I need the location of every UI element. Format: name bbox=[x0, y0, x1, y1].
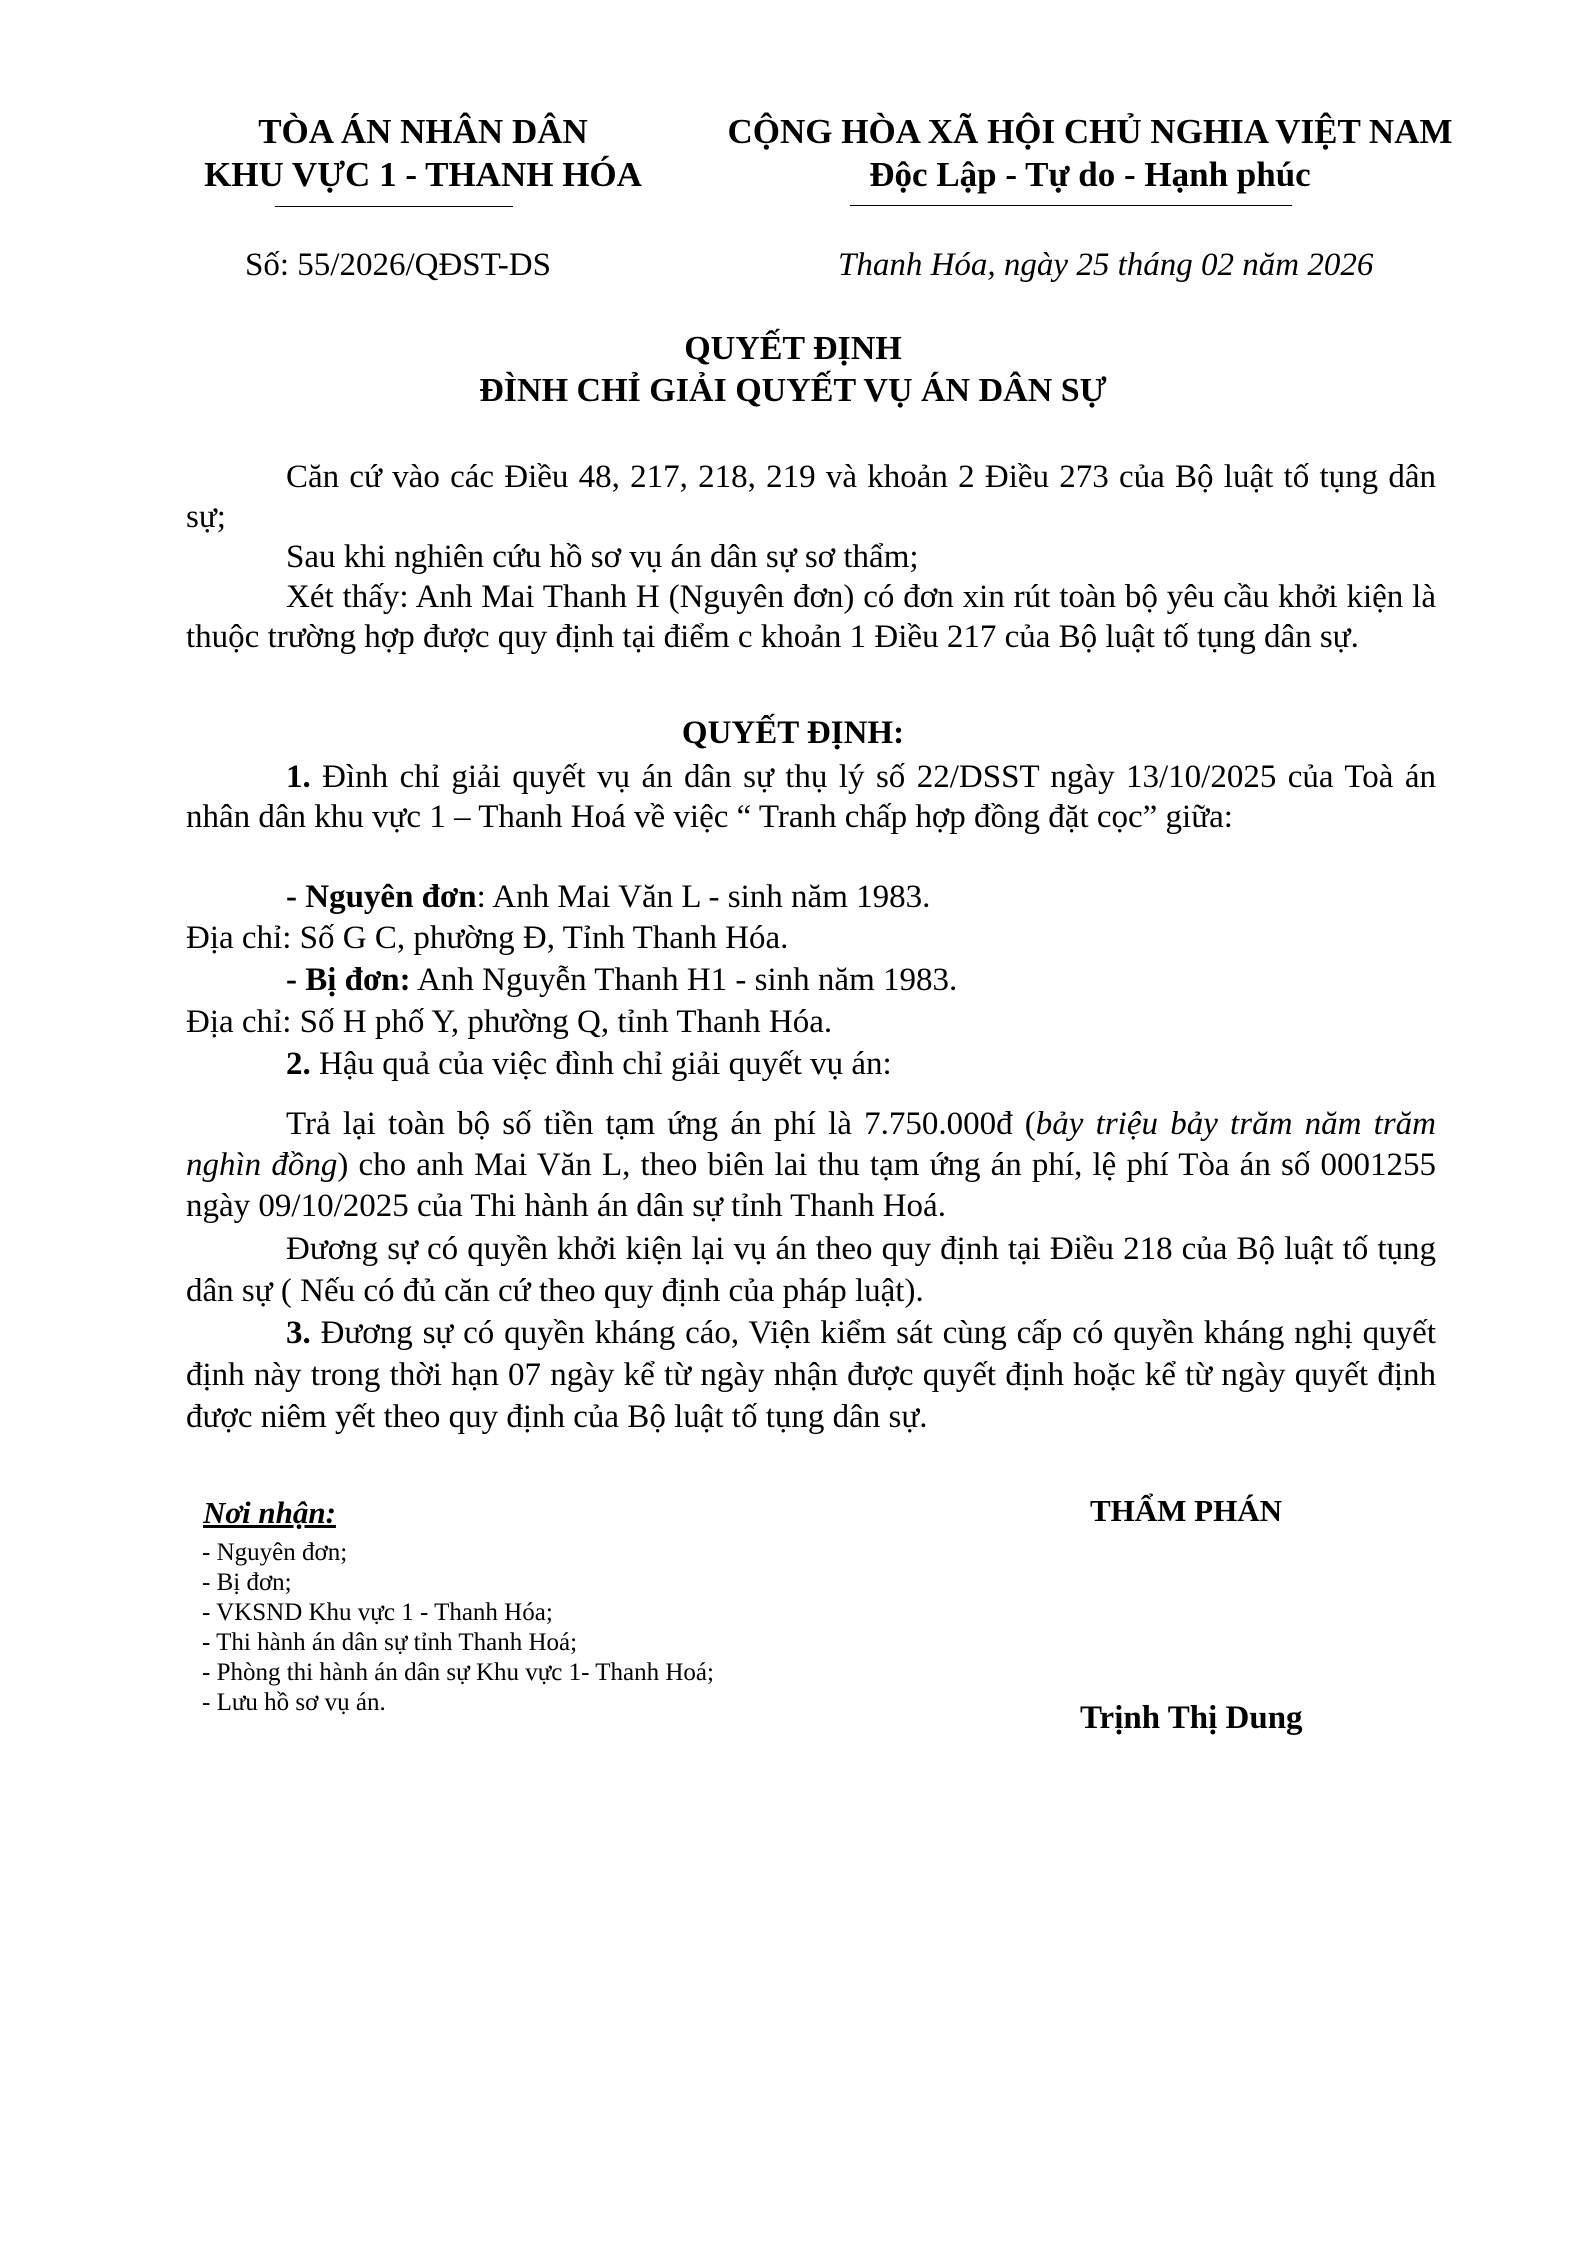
recipients-heading: Nơi nhận: bbox=[203, 1495, 336, 1530]
decision-item-3 bbox=[186, 1312, 1436, 1438]
decision-item-1 bbox=[186, 757, 1436, 837]
plaintiff-address: Địa chỉ: Số G C, phường Đ, Tỉnh Thanh Hóa. bbox=[186, 920, 789, 956]
item-1-text: Đình chỉ giải quyết vụ án dân sự thụ lý số 22/DSST ngày 13/10/2025 của Toà án nhân dân khu vực 1 – Thanh Hoá về việc “ Tranh chấp hợp đồng đặt cọc” giữa: bbox=[186, 759, 1436, 835]
refund-paragraph bbox=[186, 1104, 1436, 1227]
item-2-text: Hậu quả của việc đình chỉ giải quyết vụ án: bbox=[310, 1046, 892, 1082]
relitigate-text: Đương sự có quyền khởi kiện lại vụ án theo quy định tại Điều 218 của Bộ luật tố tụng dân sự ( Nếu có đủ căn cứ theo quy định của pháp luật). bbox=[186, 1231, 1436, 1309]
refund-amount-words: bảy triệu bảy trăm năm trăm nghìn đồng bbox=[186, 1106, 1436, 1183]
court-underline bbox=[275, 206, 513, 207]
defendant-info: Anh Nguyễn Thanh H1 - sinh năm 1983. bbox=[410, 962, 958, 998]
signer-title: THẨM PHÁN bbox=[1090, 1493, 1283, 1528]
finding-statement-text: Xét thấy: Anh Mai Thanh H (Nguyên đơn) có đơn xin rút toàn bộ yêu cầu khởi kiện là thuộc trường hợp được quy định tại điểm c khoản 1 Điều 217 của Bộ luật tố tụng dân sự. bbox=[186, 579, 1436, 655]
review-statement bbox=[186, 537, 1436, 577]
court-name-line2: KHU VỰC 1 - THANH HÓA bbox=[204, 155, 642, 194]
recipient-item: - VKSND Khu vực 1 - Thanh Hóa; bbox=[202, 1599, 553, 1626]
court-name-line1: TÒA ÁN NHÂN DÂN bbox=[258, 112, 588, 151]
plaintiff-label: - Nguyên đơn bbox=[286, 879, 477, 915]
recipient-item: - Phòng thi hành án dân sự Khu vực 1- Thanh Hoá; bbox=[202, 1659, 714, 1686]
recipient-item: - Nguyên đơn; bbox=[202, 1539, 348, 1566]
legal-basis-text: Căn cứ vào các Điều 48, 217, 218, 219 và khoản 2 Điều 273 của Bộ luật tố tụng dân sự; bbox=[186, 459, 1436, 535]
defendant-address: Địa chỉ: Số H phố Y, phường Q, tỉnh Thanh Hóa. bbox=[186, 1004, 833, 1040]
recipients-list bbox=[202, 1538, 714, 1718]
defendant-line bbox=[186, 960, 1436, 1000]
legal-basis bbox=[186, 457, 1436, 537]
defendant-label: - Bị đơn: bbox=[286, 962, 411, 998]
plaintiff-info: : Anh Mai Văn L - sinh năm 1983. bbox=[476, 879, 931, 915]
plaintiff-line bbox=[186, 877, 1436, 917]
recipient-item: - Bị đơn; bbox=[202, 1569, 292, 1596]
decision-heading: QUYẾT ĐỊNH: bbox=[681, 715, 905, 751]
place-date: Thanh Hóa, ngày 25 tháng 02 năm 2026 bbox=[838, 247, 1374, 283]
nation-motto: Độc Lập - Tự do - Hạnh phúc bbox=[869, 155, 1311, 194]
signer-name: Trịnh Thị Dung bbox=[1080, 1700, 1303, 1736]
finding-statement bbox=[186, 577, 1436, 657]
document-number: Số: 55/2026/QĐST-DS bbox=[245, 247, 551, 283]
nation-title: CỘNG HÒA XÃ HỘI CHỦ NGHIA VIỆT NAM bbox=[727, 112, 1453, 151]
review-statement-text: Sau khi nghiên cứu hồ sơ vụ án dân sự sơ thẩm; bbox=[286, 539, 919, 575]
item-1-number: 1. bbox=[286, 759, 311, 795]
document-subtitle: ĐÌNH CHỈ GIẢI QUYẾT VỤ ÁN DÂN SỰ bbox=[479, 372, 1107, 409]
item-2-number: 2. bbox=[286, 1046, 311, 1082]
document-title: QUYẾT ĐỊNH bbox=[684, 330, 902, 367]
refund-text-post: ) cho anh Mai Văn L, theo biên lai thu tạm ứng án phí, lệ phí Tòa án số 0001255 ngày 09/10/2025 của Thi hành án dân sự tỉnh Thanh Hoá. bbox=[186, 1147, 1436, 1224]
refund-text-pre: Trả lại toàn bộ số tiền tạm ứng án phí là 7.750.000đ ( bbox=[286, 1106, 1036, 1142]
decision-item-2 bbox=[186, 1044, 1436, 1084]
recipient-item: - Thi hành án dân sự tỉnh Thanh Hoá; bbox=[202, 1629, 578, 1656]
item-3-text: Đương sự có quyền kháng cáo, Viện kiểm sát cùng cấp có quyền kháng nghị quyết định này trong thời hạn 07 ngày kể từ ngày nhận được quyết định hoặc kể từ ngày quyết định được niêm yết theo quy định của Bộ luật tố tụng dân sự. bbox=[186, 1315, 1436, 1435]
motto-underline bbox=[850, 205, 1292, 206]
recipient-item: - Lưu hồ sơ vụ án. bbox=[202, 1689, 386, 1716]
item-3-number: 3. bbox=[286, 1315, 311, 1351]
relitigate-paragraph bbox=[186, 1228, 1436, 1312]
